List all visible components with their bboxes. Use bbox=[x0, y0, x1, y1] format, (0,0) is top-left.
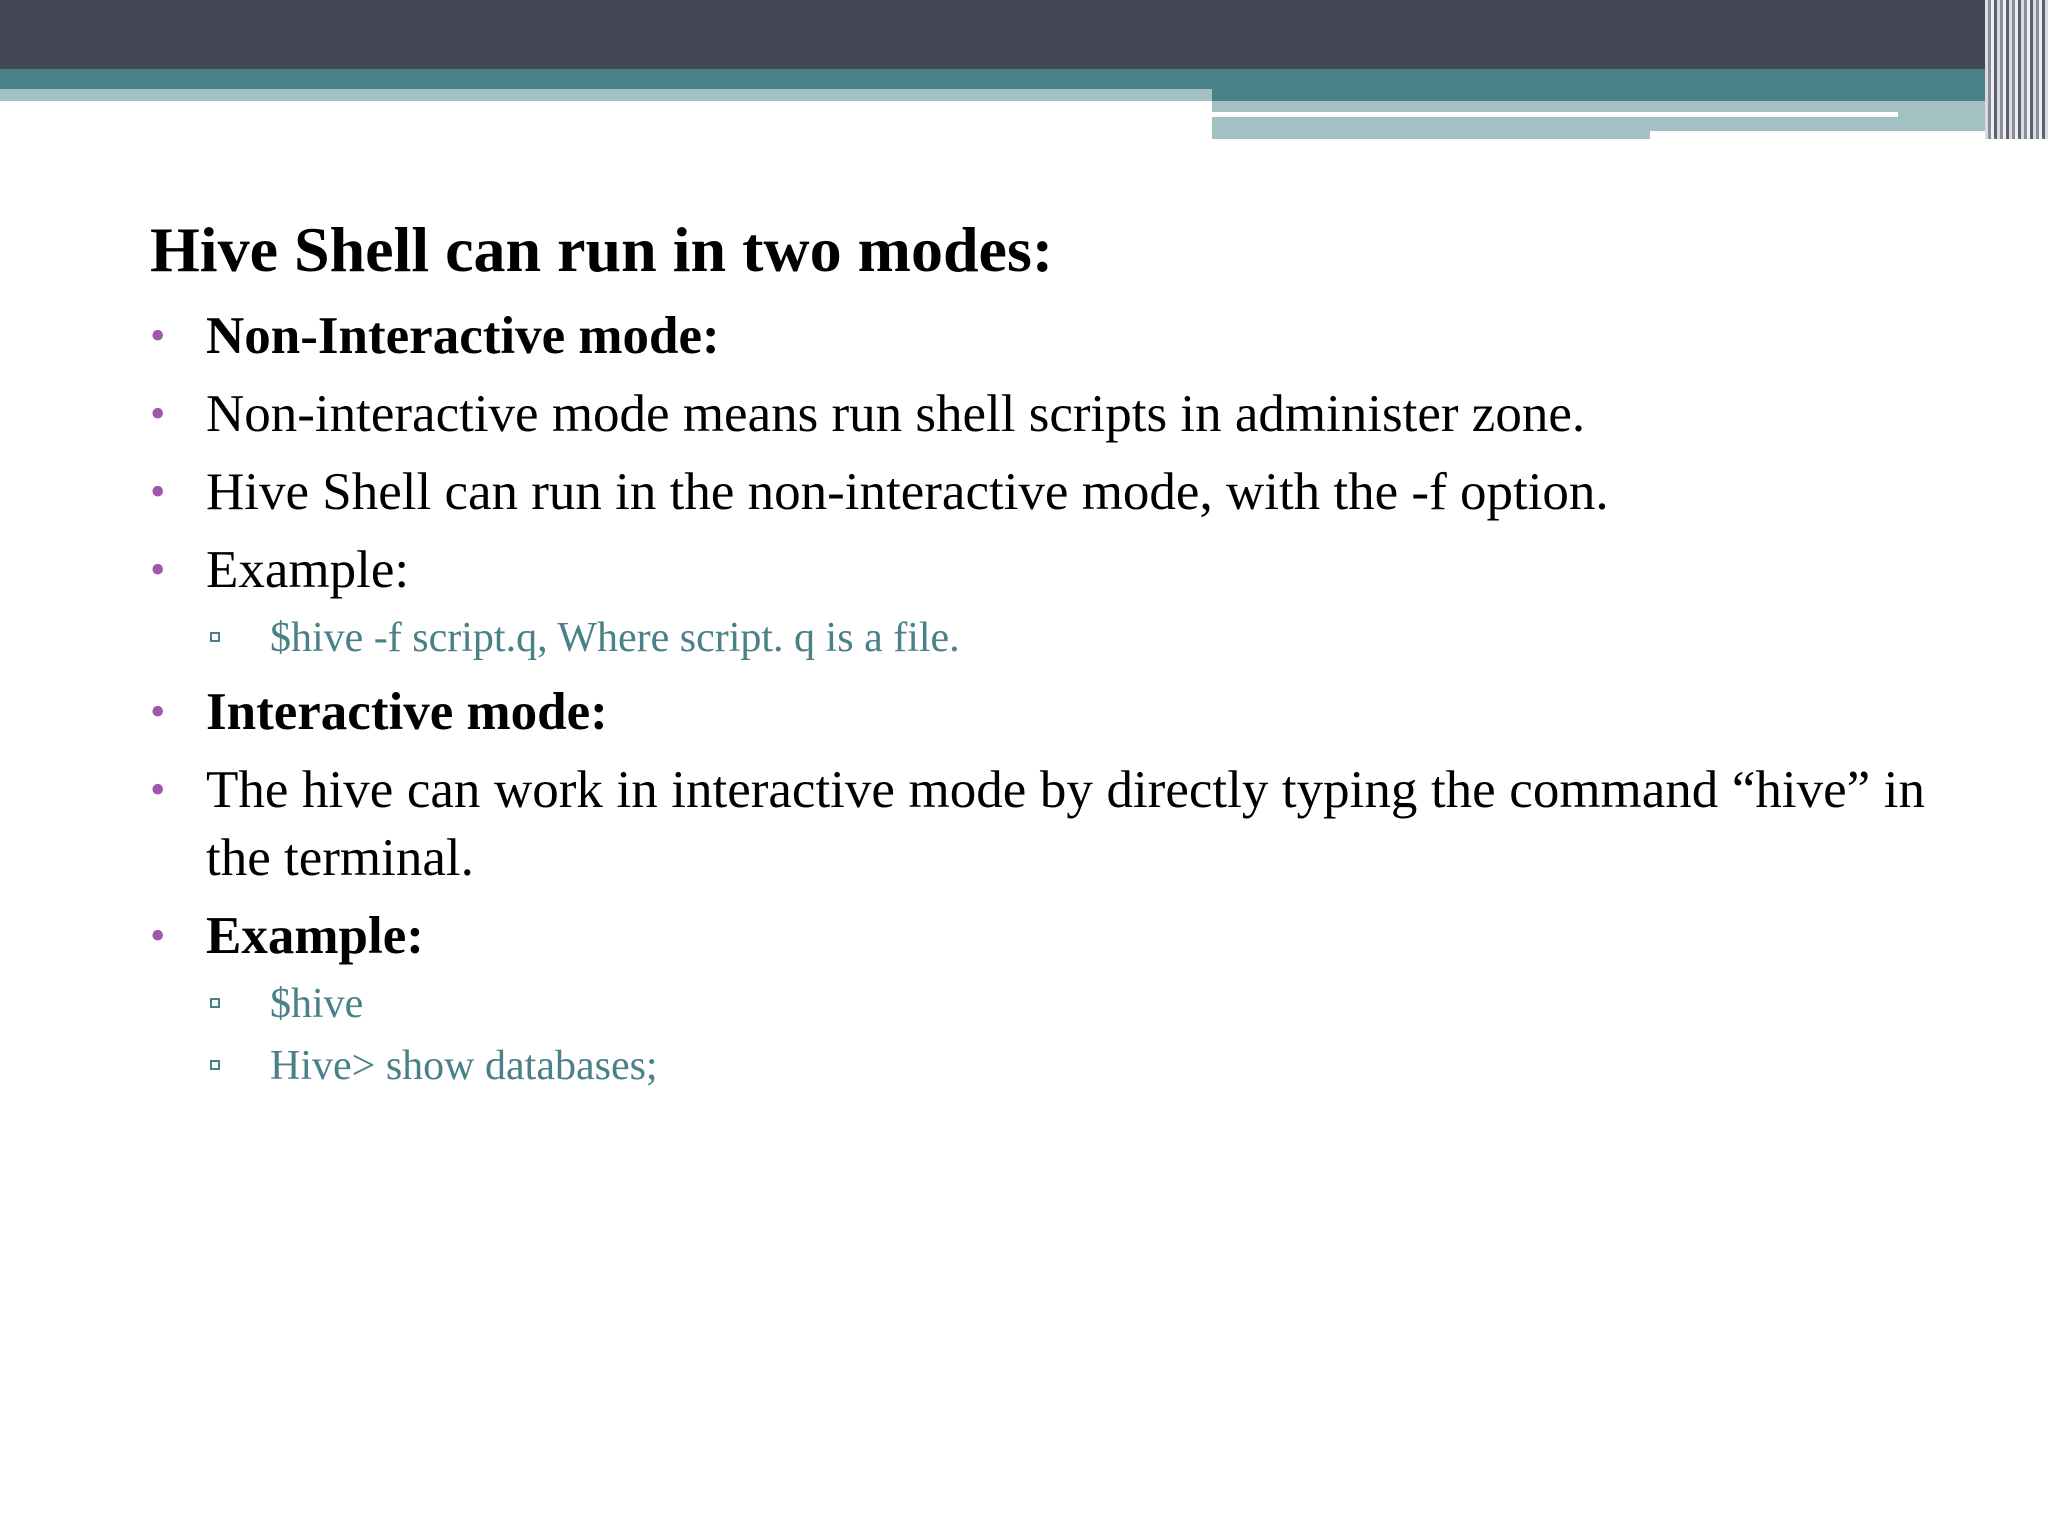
square-bullet-icon bbox=[210, 998, 220, 1008]
list-item bbox=[150, 380, 1925, 448]
list-item-text: Non-interactive mode means run shell scripts in administer zone. bbox=[206, 385, 1586, 443]
sub-list-item-text: Hive> show databases; bbox=[270, 1043, 658, 1089]
bullet-dot-icon: • bbox=[150, 687, 166, 736]
list-item bbox=[150, 458, 1925, 526]
sub-list-item bbox=[150, 608, 1925, 668]
square-bullet-icon bbox=[210, 1060, 220, 1070]
square-bullet-icon bbox=[210, 632, 220, 642]
header-accent-line bbox=[1212, 112, 1898, 117]
bullet-dot-icon: • bbox=[150, 545, 166, 594]
header-accent-notch bbox=[1650, 131, 2008, 139]
bullet-dot-icon: • bbox=[150, 765, 166, 814]
bullet-dot-icon: • bbox=[150, 389, 166, 438]
sub-list-item-text: $hive bbox=[270, 981, 364, 1027]
slide-content bbox=[150, 206, 1925, 1106]
bullet-dot-icon: • bbox=[150, 911, 166, 960]
sub-list-item bbox=[150, 1036, 1925, 1096]
list-item-text: Non-Interactive mode: bbox=[206, 307, 720, 365]
header-stripes bbox=[1985, 0, 2048, 139]
list-item-text: Example: bbox=[206, 907, 424, 965]
sub-list-item-text: $hive -f script.q, Where script. q is a file. bbox=[270, 615, 960, 661]
bullet-dot-icon: • bbox=[150, 467, 166, 516]
list-item bbox=[150, 536, 1925, 668]
list-item-text: Hive Shell can run in the non-interactive mode, with the -f option. bbox=[206, 463, 1609, 521]
list-item-text: Interactive mode: bbox=[206, 683, 608, 741]
sub-list-item bbox=[150, 974, 1925, 1034]
list-item bbox=[150, 756, 1925, 892]
list-item bbox=[150, 678, 1925, 746]
slide-title: Hive Shell can run in two modes: bbox=[150, 214, 1054, 285]
bullet-list bbox=[150, 302, 1925, 1096]
list-item bbox=[150, 902, 1925, 1096]
header-pale-band-left bbox=[0, 89, 1212, 101]
sub-list bbox=[206, 608, 1925, 668]
list-item-text: Example: bbox=[206, 541, 410, 599]
bullet-dot-icon: • bbox=[150, 311, 166, 360]
header-dark-band bbox=[0, 0, 2048, 69]
sub-list bbox=[206, 974, 1925, 1096]
list-item bbox=[150, 302, 1925, 370]
list-item-text: The hive can work in interactive mode by directly typing the command “hive” in the terminal. bbox=[206, 761, 1925, 887]
